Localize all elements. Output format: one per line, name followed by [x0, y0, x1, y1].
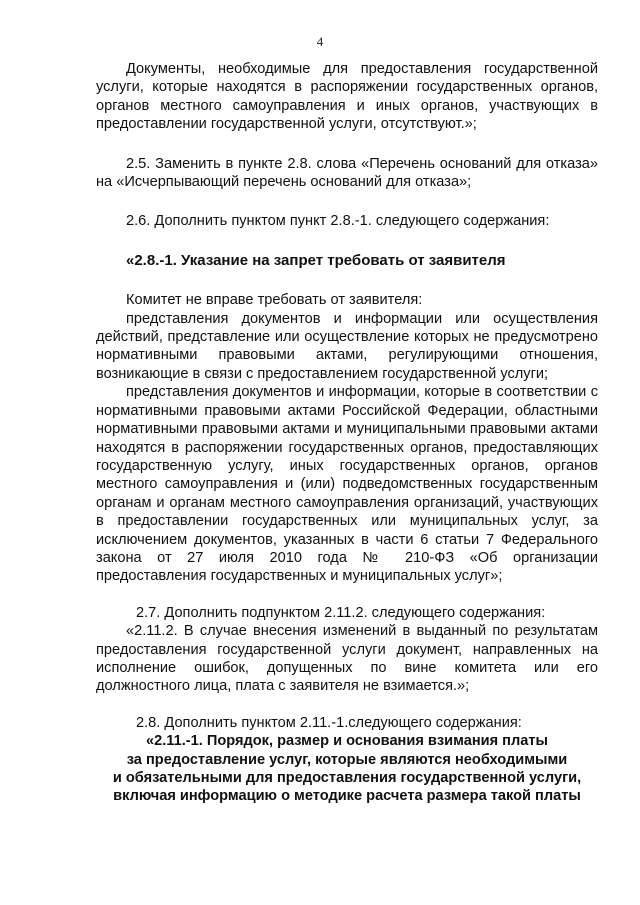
paragraph-documents-in-possession: представления документов и информации, которые в соответствии с нормативными правовыми актами Российской Федерации, областными нормативными правовыми актами и муниципальными правовыми актами находятся в распоряжении государственных органов, предоставляющих государственную услугу, иных государственных органов, органов местного самоуправления и (или) подведомственных государственным органам и органам местного самоуправления организаций, участвующих в предоставлении государственных или муниципальных услуг, за исключением документов, указанных в части 6 статьи 7 Федерального закона от 27 июля 2010 года № 210-ФЗ «Об организации предоставления государственных и муниципальных услуг»; [96, 384, 598, 585]
heading-line: за предоставление услуг, которые являются необходимыми [126, 751, 568, 768]
heading-line: включая информацию о методике расчета размера такой платы [113, 788, 581, 805]
heading-line: «2.11.-1. Порядок, размер и основания взимания платы [146, 733, 548, 750]
paragraph-2-6: 2.6. Дополнить пунктом пункт 2.8.-1. следующего содержания: [126, 213, 550, 230]
paragraph-2-8: 2.8. Дополнить пунктом 2.11.-1.следующего содержания: [136, 714, 522, 731]
paragraph-committee-not-entitled: Комитет не вправе требовать от заявителя: [126, 292, 423, 309]
paragraph-documents-not-required: представления документов и информации или осуществления действий, представление или осуществление которых не предусмотрено нормативными правовыми актами, регулирующими отношения, возникающие в связи с предоставлением государственной услуги; [96, 310, 598, 382]
paragraph-2-5: 2.5. Заменить в пункте 2.8. слова «Перечень оснований для отказа» на «Исчерпывающий перечень оснований для отказа»; [96, 155, 598, 191]
paragraph-2-7: 2.7. Дополнить подпунктом 2.11.2. следующего содержания: [136, 604, 546, 621]
paragraph-documents-absent: Документы, необходимые для предоставления государственной услуги, которые находятся в распоряжении государственных органов, органов местного самоуправления и иных органов, участвующих в предоставлении государственной услуги, отсутствуют.»; [96, 61, 598, 133]
document-body [96, 60, 598, 806]
paragraph-2-11-2: «2.11.2. В случае внесения изменений в выданный по результатам предоставления государственной услуги документ, направленных на исполнение ошибок, допущенных по вине комитета или его должностного лица, плата с заявителя не взимается.»; [96, 623, 598, 695]
heading-2-8-1: «2.8.-1. Указание на запрет требовать от заявителя [126, 251, 506, 269]
heading-line: и обязательными для предоставления государственной услуги, [112, 770, 582, 786]
page-number: 4 [316, 34, 324, 49]
heading-2-11-1 [96, 732, 598, 806]
